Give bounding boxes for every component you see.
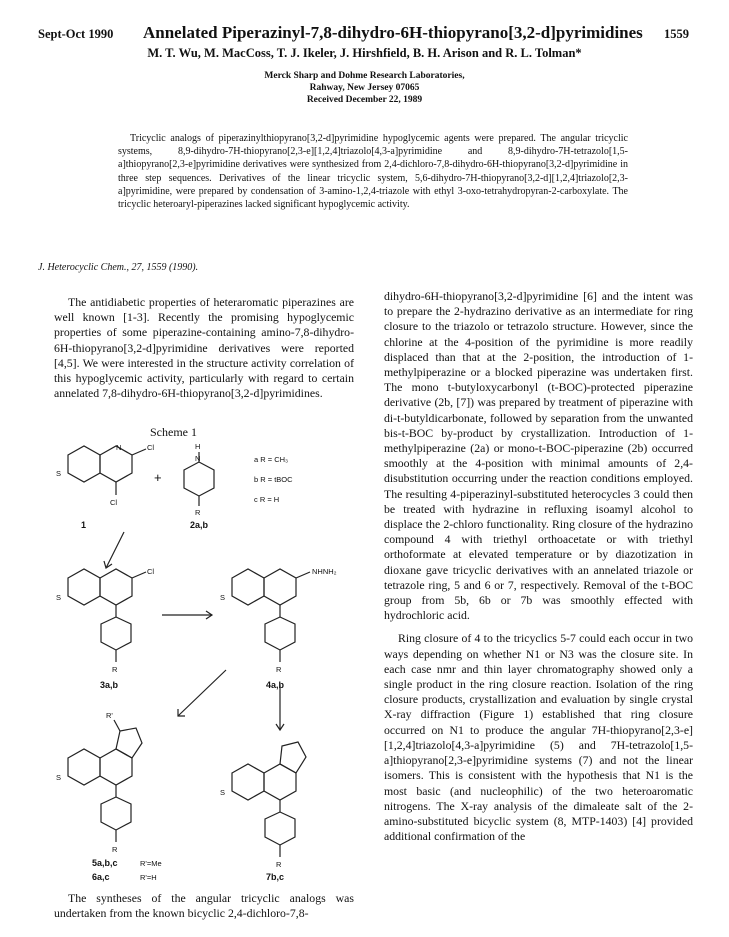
paragraph: Ring closure of 4 to the tricyclics 5-7 could each occur in two ways depending on whether N1 or N3 was the closure site. In each case nmr and thin layer chromatography showed only a single product in the ring closure reaction. Isolation of the ring closure products, crystallization and evaluation by single crystal X-ray diffraction (Figure 1) established that ring closure occurred on N1 to produce the angular 7H-thiopyrano[2,3-e][1,2,4]triazolo[4,3-a]pyrimidine (5) and 7H-tetrazolo[1,5-a]thiopyrano[2,3-e]pyrimidine systems (7) and not the linear isomers. This is consistent with the hypothesis that N1 is the most basic (and nucleophilic) of the two heteroaromatic nitrogens. The X-ray analysis of the dimaleate salt of the 2-amino-substituted bicyclic system (8, MTP-1403) [4] provided additional confirmation of the	[384, 631, 693, 844]
body-column-right	[384, 289, 693, 844]
affiliation-lab: Merck Sharp and Dohme Research Laboratories,	[264, 71, 465, 81]
compound-7-structure	[232, 742, 306, 857]
atom-n: N	[195, 454, 201, 463]
journal-citation: J. Heterocyclic Chem., 27, 1559 (1990).	[38, 262, 199, 273]
atom-s: S	[56, 469, 62, 478]
body-column-left	[54, 295, 354, 401]
atom-cl: Cl	[147, 567, 155, 576]
compound-5-structure	[68, 720, 142, 842]
affiliation	[0, 70, 729, 106]
scheme-1-drawing	[54, 440, 354, 890]
atom-rprime: R'	[106, 711, 113, 720]
paragraph: The antidiabetic properties of heteraromatic piperazines are well known [1-3]. Recently the promising hypoglycemic properties of some piperazine-containing amino-7,8-dihydro-6H-thiopyrano[3,2-d]pyrimidine derivatives were reported [4,5]. We were interested in the structure activity correlation of this hypoglycemic activity, particularly with regard to certain annelated 7,8-dihydro-6H-thiopyrano[3,2-d]pyrimidines.	[54, 295, 354, 401]
atom-cl: Cl	[110, 498, 118, 507]
compound-6-substituent: R'=H	[140, 873, 157, 882]
atom-r: R	[276, 860, 282, 869]
compound-3-structure	[68, 569, 146, 662]
compound-label-5: 5a,b,c	[92, 858, 118, 868]
compound-label-3: 3a,b	[100, 680, 119, 690]
scheme-title: Scheme 1	[150, 425, 197, 439]
atom-r: R	[276, 665, 282, 674]
atom-s: S	[220, 788, 226, 797]
abstract: Tricyclic analogs of piperazinylthiopyrano[3,2-d]pyrimidine hypoglycemic agents were prepared. The angular tricyclic systems, 8,9-dihydro-7H-thiopyrano[2,3-e][1,2,4]triazolo[4,3-a]pyrimidine and 8,9-dihydro-7H-tetrazolo[1,5-a]thiopyrano[2,3-e]pyrimidine derivatives were synthesized from 2,4-dichloro-7,8-dihydro-6H-thiopyrano[3,2-d]pyrimidine in three step sequences. Derivatives of the linear tricyclic system, 5,6-dihydro-7H-thiopyrano[3,2-d][1,2,4]triazolo[2,3-a]pyrimidine, were prepared by condensation of 3-amino-1,2,4-triazole with ethyl 3-oxo-tetrahydropyran-2-carboxylate. The tricyclic heteroaryl-piperazines lacked significant hypoglycemic activity.	[118, 133, 628, 211]
compound-label-2: 2a,b	[190, 520, 209, 530]
atom-r: R	[112, 845, 118, 854]
compound-label-4: 4a,b	[266, 680, 285, 690]
legend-b: b R = tBOC	[254, 475, 293, 484]
page-number: 1559	[664, 27, 689, 41]
author-list: M. T. Wu, M. MacCoss, T. J. Ikeler, J. Hirshfield, B. H. Arison and R. L. Tolman*	[147, 46, 582, 60]
journal-issue: Sept-Oct 1990	[38, 27, 114, 41]
atom-n: N	[116, 443, 122, 452]
atom-s: S	[56, 593, 62, 602]
atom-r: R	[112, 665, 118, 674]
received-date: Received December 22, 1989	[306, 95, 423, 105]
compound-label-6: 6a,c	[92, 872, 110, 882]
paragraph: dihydro-6H-thiopyrano[3,2-d]pyrimidine [6] and the intent was to prepare the 2-hydrazino derivative as an intermediate for ring closure to the triazolo or tetrazolo structure. However, since the chlorine at the 4-position of the pyrimidine is more readily displaced than that at the 2-position, the introduction of 1-methylpiperazine or a blocked piperazine was undertaken first. The mono t-butyloxycarbonyl (t-BOC)-protected piperazine derivative (2b, [7]) was prepared by treatment of piperazine with di-t-butyldicarbonate, followed by separation from the unwanted bis-t-BOC by-product by crystallization. Introduction of 1-methylpiperazine (2a) or mono-t-BOC-piperazine (2b) occurred smoothly at the 4-position with minimal amounts of 2,4-disubstitution occurring under the reaction conditions employed. The resulting 4-piperazinyl-substituted heterocycles 3 could then be treated with hydrazine in refluxing isoamyl alcohol to displace the 2-chloro functionality. Ring closure of the hydrazino compound 4 with triethyl orthoacetate or with triethyl orthoformate at elevated temperature or by diazotization in dioxane gave tricyclic derivatives with an annelated triazole or tetrazole ring, 5 and 6 or 7, respectively. Removal of the t-BOC group from 5b, 6b or 7b was smoothly effected with hydrochloric acid.	[384, 289, 693, 623]
compound-1-structure	[68, 446, 146, 495]
atom-r: R	[195, 508, 201, 517]
paragraph: The syntheses of the angular tricyclic analogs was undertaken from the known bicyclic 2,4-dichloro-7,8-	[54, 891, 354, 921]
affiliation-city: Rahway, New Jersey 07065	[309, 83, 420, 93]
article-title: Annelated Piperazinyl-7,8-dihydro-6H-thiopyrano[3,2-d]pyrimidines	[143, 23, 643, 42]
plus-sign: +	[154, 470, 162, 485]
compound-4-structure	[232, 569, 310, 662]
atom-s: S	[56, 773, 62, 782]
atom-h: H	[195, 442, 201, 451]
atom-nhnh2: NHNH₂	[312, 567, 337, 576]
arrow-1-to-3	[106, 532, 124, 568]
compound-label-7: 7b,c	[266, 872, 285, 882]
atom-s: S	[220, 593, 226, 602]
compound-5-substituent: R'=Me	[140, 859, 162, 868]
compound-label-1: 1	[81, 520, 87, 530]
body-column-left-bottom	[54, 891, 354, 921]
arrow-4-to-5	[178, 670, 226, 716]
legend-c: c R = H	[254, 495, 280, 504]
atom-cl: Cl	[147, 443, 155, 452]
legend-a: a R = CH₃	[254, 455, 289, 464]
